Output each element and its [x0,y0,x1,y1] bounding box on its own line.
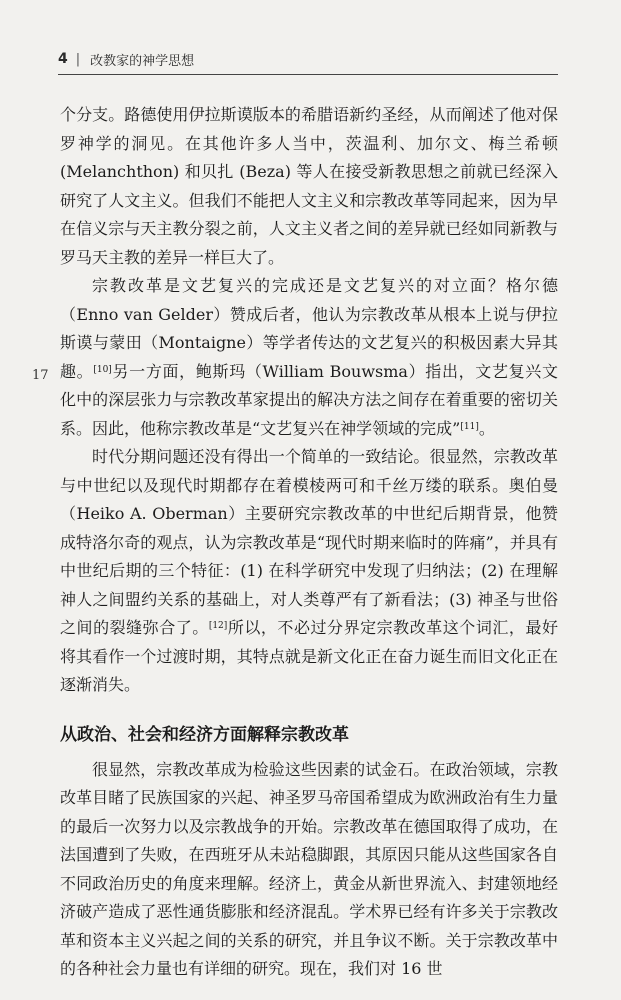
footnote-ref-11: [11] [460,421,479,432]
paragraph-2-part-b: 另一方面，鲍斯玛（William Bouwsma）指出，文艺复兴文化中的深层张力与宗教改革家提出的解决方法之间存在着重要的密切关系。因此，他称宗教改革是“文艺复兴在神学领域的完成” [60,361,558,438]
paragraph-3-part-b: 所以，不必过分界定宗教改革这个词汇，最好将其看作一个过渡时期，其特点就是新文化正在奋力诞生而旧文化正在逐渐消失。 [60,618,558,694]
paragraph-2 [60,272,558,443]
running-title: 改教家的神学思想 [90,53,195,69]
footnote-ref-10: [10] [93,364,112,375]
header-separator: | [75,51,81,67]
header-rule [58,74,558,75]
running-header [58,48,194,70]
paragraph-1: 个分支。路德使用伊拉斯谟版本的希腊语新约圣经，从而阐述了他对保罗神学的洞见。在其他许多人当中，茨温利、加尔文、梅兰希顿(Melanchthon) 和贝扎 (Beza) 等人在接受新教思想之前就已经深入研究了人文主义。但我们不能把人文主义和宗教改革等同起来，因为早在信义宗与天主教分裂之前，人文主义者之间的差异就已经如同新教与罗马天主教的差异一样巨大了。 [60,105,558,267]
section-heading: 从政治、社会和经济方面解释宗教改革 [60,724,349,745]
paragraph-2-part-c: 。 [478,418,495,438]
paragraph-2-part-a: 宗教改革是文艺复兴的完成还是文艺复兴的对立面？格尔德（Enno van Gelder）赞成后者，他认为宗教改革从根本上说与伊拉斯谟与蒙田（Montaigne）等学者传达的文艺复兴的积极因素大异其趣。 [60,276,558,381]
paragraph-3-part-a: 时代分期问题还没有得出一个简单的一致结论。很显然，宗教改革与中世纪以及现代时期都存在着模棱两可和千丝万缕的联系。奥伯曼（Heiko A. Oberman）主要研究宗教改革的中世纪后期背景，他赞成特洛尔奇的观点，认为宗教改革是“现代时期来临时的阵痛”，并具有中世纪后期的三个特征：(1) 在科学研究中发现了归纳法；(2) 在理解神人之间盟约关系的基础上，对人类尊严有了新看法；(3) 神圣与世俗之间的裂缝弥合了。 [60,447,558,637]
body-text [60,101,558,984]
footnote-ref-12: [12] [208,621,228,631]
margin-page-reference: 17 [32,368,49,383]
paragraph-4: 很显然，宗教改革成为检验这些因素的试金石。在政治领域，宗教改革目睹了民族国家的兴起、神圣罗马帝国希望成为欧洲政治有生力量的最后一次努力以及宗教战争的开始。宗教改革在德国取得了成功，在法国遭到了失败，在西班牙从未站稳脚跟，其原因只能从这些国家各自不同政治历史的角度来理解。经济上，黄金从新世界流入、封建领地经济破产造成了恶性通货膨胀和经济混乱。学术界已经有许多关于宗教改革和资本主义兴起之间的关系的研究，并且争议不断。关于宗教改革中的各种社会力量也有详细的研究。现在，我们对 16 世 [60,759,558,978]
paragraph-3 [60,443,558,700]
page-number: 4 [58,51,68,67]
